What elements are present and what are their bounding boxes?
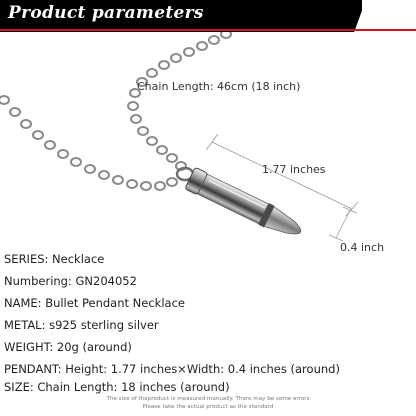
bullet-necklace-illustration	[0, 32, 416, 242]
width-callout: 0.4 inch	[340, 241, 385, 254]
disclaimer-notes	[0, 395, 416, 411]
page-title: Product parameters	[8, 3, 204, 23]
spec-numbering: Numbering: GN204052	[4, 274, 137, 288]
disclaimer-line: Please take the actual product as the standard	[142, 404, 274, 410]
chain-right-strand	[128, 32, 231, 170]
spec-size: SIZE: Chain Length: 18 inches (around)	[4, 380, 230, 394]
header-banner	[0, 0, 416, 32]
chain-length-callout: Chain Length: 46cm (18 inch)	[137, 80, 301, 93]
spec-name: NAME: Bullet Pendant Necklace	[4, 296, 185, 310]
spec-metal: METAL: s925 sterling silver	[4, 318, 159, 332]
width-dimension-line	[329, 207, 357, 241]
length-callout: 1.77 inches	[262, 163, 326, 176]
spec-pendant: PENDANT: Height: 1.77 inches×Width: 0.4 inches (around)	[4, 362, 340, 376]
spec-weight: WEIGHT: 20g (around)	[4, 340, 132, 354]
disclaimer-line: The size of theproduct is measured manually. There may be some errors	[106, 396, 310, 402]
spec-series: SERIES: Necklace	[4, 252, 105, 266]
header-accent-line	[0, 29, 416, 31]
chain-left-strand	[0, 96, 177, 190]
